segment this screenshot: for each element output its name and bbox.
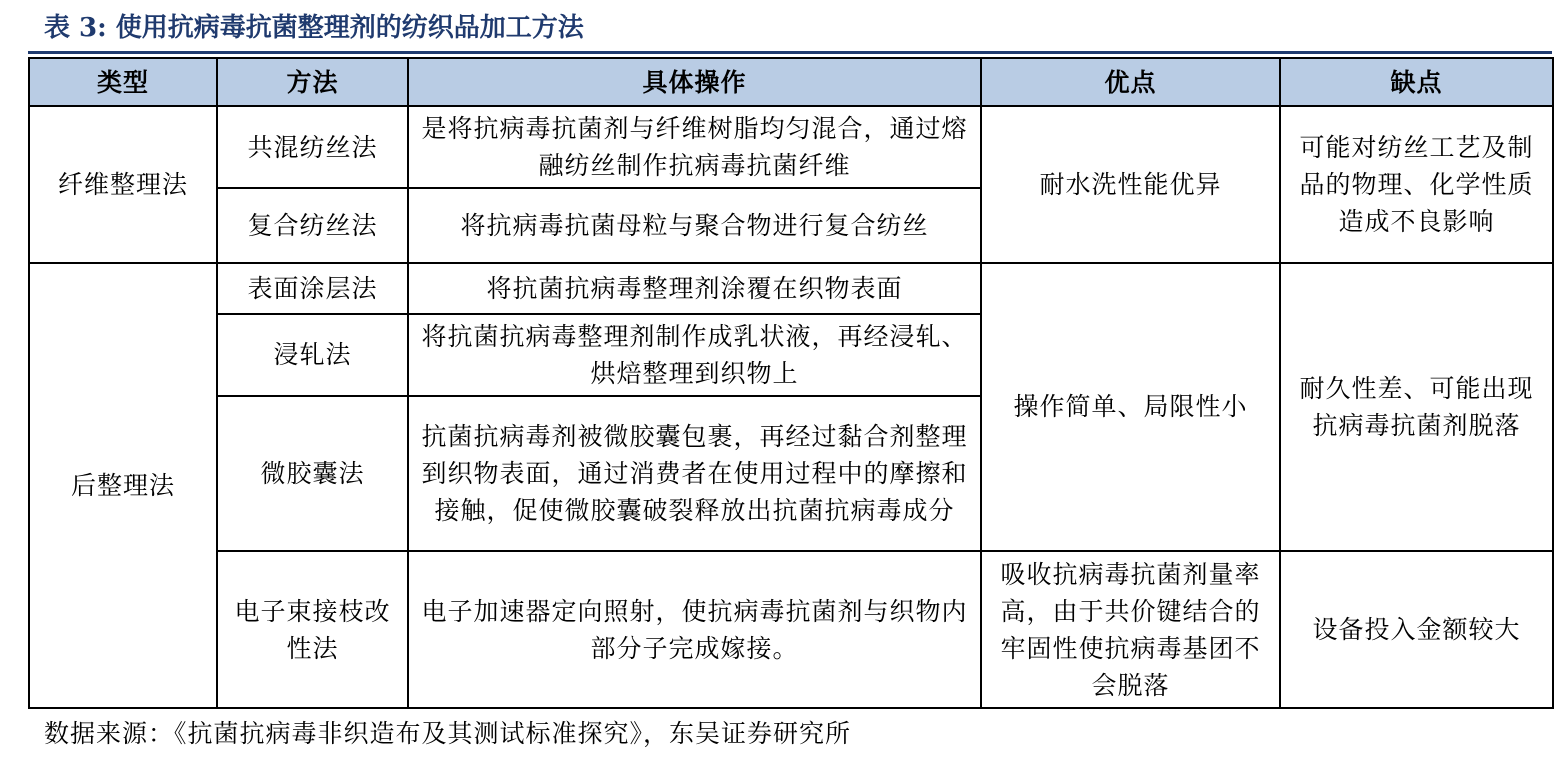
table-row: [29, 106, 1553, 188]
method-cell: 复合纺丝法: [217, 188, 408, 262]
header-operation: 具体操作: [408, 58, 981, 106]
method-cell: 微胶囊法: [217, 396, 408, 552]
table-row: [29, 263, 1553, 314]
type-cell-post: 后整理法: [29, 263, 217, 709]
header-row: [29, 58, 1553, 106]
method-cell: 共混纺丝法: [217, 106, 408, 188]
disadvantage-cell: 设备投入金额较大: [1280, 551, 1553, 708]
method-cell: 浸轧法: [217, 314, 408, 396]
method-cell: 表面涂层法: [217, 263, 408, 314]
operation-cell: 电子加速器定向照射，使抗病毒抗菌剂与织物内部分子完成嫁接。: [408, 551, 981, 708]
disadvantage-cell: 耐久性差、可能出现抗病毒抗菌剂脱落: [1280, 263, 1553, 552]
operation-cell: 将抗病毒抗菌母粒与聚合物进行复合纺丝: [408, 188, 981, 262]
method-cell: 电子束接枝改性法: [217, 551, 408, 708]
source-note: 数据来源：《抗菌抗病毒非织造布及其测试标准探究》，东吴证券研究所: [44, 719, 852, 748]
operation-cell: 将抗菌抗病毒整理剂制作成乳状液，再经浸轧、烘焙整理到织物上: [408, 314, 981, 396]
title-underline: [28, 51, 1552, 54]
table-title: 表 3: 使用抗病毒抗菌整理剂的纺织品加工方法: [44, 13, 584, 43]
operation-cell: 是将抗病毒抗菌剂与纤维树脂均匀混合，通过熔融纺丝制作抗病毒抗菌纤维: [408, 106, 981, 188]
operation-cell: 将抗菌抗病毒整理剂涂覆在织物表面: [408, 263, 981, 314]
processing-methods-table: [28, 57, 1554, 709]
disadvantage-cell: 可能对纺丝工艺及制品的物理、化学性质造成不良影响: [1280, 106, 1553, 263]
operation-cell: 抗菌抗病毒剂被微胶囊包裹，再经过黏合剂整理到织物表面，通过消费者在使用过程中的摩擦和接触，促使微胶囊破裂释放出抗菌抗病毒成分: [408, 396, 981, 552]
advantage-cell: 吸收抗病毒抗菌剂量率高，由于共价键结合的牢固性使抗病毒基团不会脱落: [981, 551, 1280, 708]
header-type: 类型: [29, 58, 217, 106]
advantage-cell: 耐水洗性能优异: [981, 106, 1280, 263]
header-advantage: 优点: [981, 58, 1280, 106]
type-cell-fiber: 纤维整理法: [29, 106, 217, 263]
header-disadvantage: 缺点: [1280, 58, 1553, 106]
table-row: [29, 551, 1553, 708]
advantage-cell: 操作简单、局限性小: [981, 263, 1280, 552]
header-method: 方法: [217, 58, 408, 106]
